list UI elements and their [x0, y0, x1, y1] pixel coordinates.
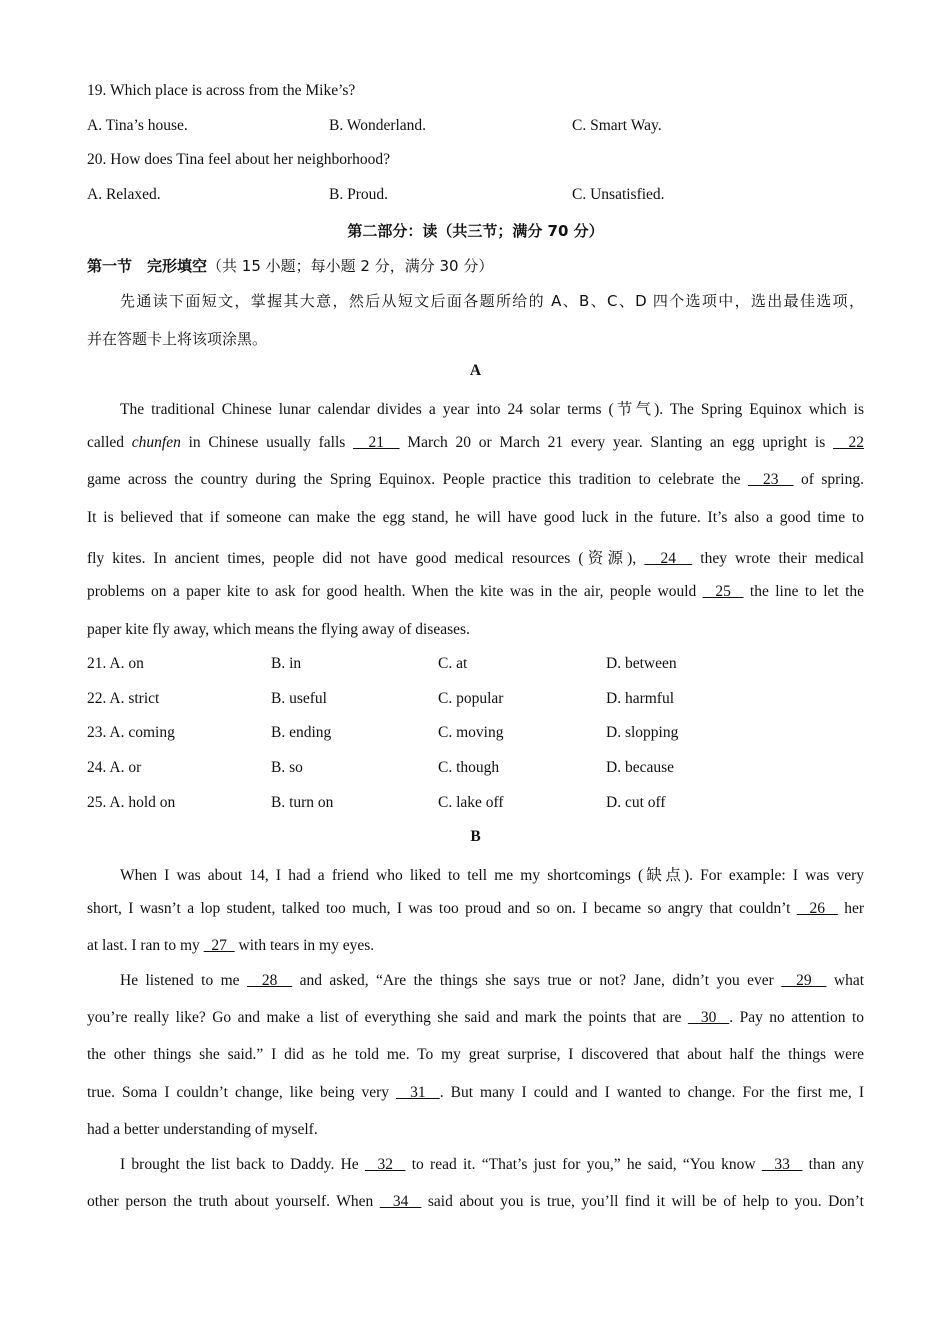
passage-b-line: you’re really like? Go and make a list of everything she said and mark the points that are 30 . Pay no attention to: [87, 1009, 865, 1026]
blank-28: 28: [246, 972, 293, 989]
blank-26: 26: [796, 900, 838, 917]
option-a: A. Tina’s house.: [87, 117, 188, 134]
choice-row: 25. A. hold on B. turn on C. lake off D. cut off: [87, 794, 666, 811]
passage-a-line: paper kite fly away, which means the flying away of diseases.: [87, 621, 470, 638]
passage-a-line: It is believed that if someone can make the egg stand, he will have good luck in the future. It’s also a good time to: [87, 509, 864, 526]
passage-b-line: When I was about 14, I had a friend who liked to tell me my shortcomings (缺点). For example: I was very: [120, 867, 864, 884]
choice-row: 21. A. on B. in C. at D. between: [87, 655, 677, 672]
blank-27: 27: [203, 937, 235, 954]
passage-b-line: I brought the list back to Daddy. He 32 to read it. “That’s just for you,” he said, “You know 33 than any: [120, 1156, 864, 1173]
passage-title-a: A: [469, 362, 482, 379]
question-20-options: [87, 186, 864, 210]
passage-b-line: true. Soma I couldn’t change, like being very 31 . But many I could and I wanted to change. For the first me, I: [87, 1084, 864, 1101]
passage-a-line: The traditional Chinese lunar calendar divides a year into 24 solar terms (节气). The Spring Equinox which is: [120, 401, 864, 418]
question-19: 19. Which place is across from the Mike’s?: [87, 82, 356, 99]
part-title: 第二部分：读（共三节；满分 70 分）: [347, 222, 604, 240]
blank-24: 24: [644, 550, 693, 567]
passage-b-line: had a better understanding of myself.: [87, 1121, 318, 1138]
blank-33: 33: [761, 1156, 803, 1173]
blank-32: 32: [364, 1156, 406, 1173]
section-note: （共 15 小题；每小题 2 分，满分 30 分）: [207, 257, 494, 275]
option-b: B. Proud.: [329, 186, 388, 203]
blank-23: 23: [748, 471, 794, 488]
choice-row: 23. A. coming B. ending C. moving D. slopping: [87, 724, 679, 741]
blank-30: 30: [687, 1009, 730, 1026]
option-c: C. Smart Way.: [572, 117, 662, 134]
passage-b-line: other person the truth about yourself. When 34 said about you is true, you’ll find it will be of help to you. Don’t: [87, 1193, 864, 1210]
section-heading: [87, 255, 493, 276]
passage-title-b: B: [470, 828, 481, 845]
blank-31: 31: [396, 1084, 440, 1101]
instructions-line-1: 先通读下面短文，掌握其大意，然后从短文后面各题所给的 A、B、C、D 四个选项中，选出最佳选项，: [120, 292, 864, 310]
option-c: C. Unsatisfied.: [572, 186, 665, 203]
blank-25: 25: [702, 583, 744, 600]
choice-row: 22. A. strict B. useful C. popular D. harmful: [87, 690, 675, 707]
blank-21: 21: [353, 434, 400, 451]
italic-term: chunfen: [131, 434, 181, 451]
blank-29: 29: [781, 972, 827, 989]
blank-34: 34: [379, 1193, 422, 1210]
passage-b-line: the other things she said.” I did as he told me. To my great surprise, I discovered that about half the things were: [87, 1046, 864, 1063]
passage-a-line: game across the country during the Spring Equinox. People practice this tradition to celebrate the 23 of spring.: [87, 471, 864, 488]
blank-22: 22: [833, 434, 865, 451]
passage-b-line: at last. I ran to my 27 with tears in my eyes.: [87, 937, 375, 954]
passage-a-line: called chunfen in Chinese usually falls 21 March 20 or March 21 every year. Slanting an egg upright is 22: [87, 434, 865, 451]
choice-row: 24. A. or B. so C. though D. because: [87, 759, 674, 776]
question-20: 20. How does Tina feel about her neighborhood?: [87, 151, 391, 168]
passage-a-line: fly kites. In ancient times, people did not have good medical resources (资源), 24 they wrote their medical: [87, 550, 864, 567]
section-name: 第一节 完形填空: [87, 257, 208, 275]
passage-a-line: problems on a paper kite to ask for good health. When the kite was in the air, people would 25 the line to let the: [87, 583, 865, 600]
instructions-line-2: 并在答题卡上将该项涂黑。: [87, 330, 268, 348]
option-b: B. Wonderland.: [329, 117, 427, 134]
question-19-options: [87, 117, 864, 141]
option-a: A. Relaxed.: [87, 186, 161, 203]
passage-b-line: He listened to me 28 and asked, “Are the things she says true or not? Jane, didn’t you ever 29 what: [120, 972, 865, 989]
passage-b-line: short, I wasn’t a lop student, talked too much, I was too proud and so on. I became so angry that couldn’t 26 her: [87, 900, 865, 917]
